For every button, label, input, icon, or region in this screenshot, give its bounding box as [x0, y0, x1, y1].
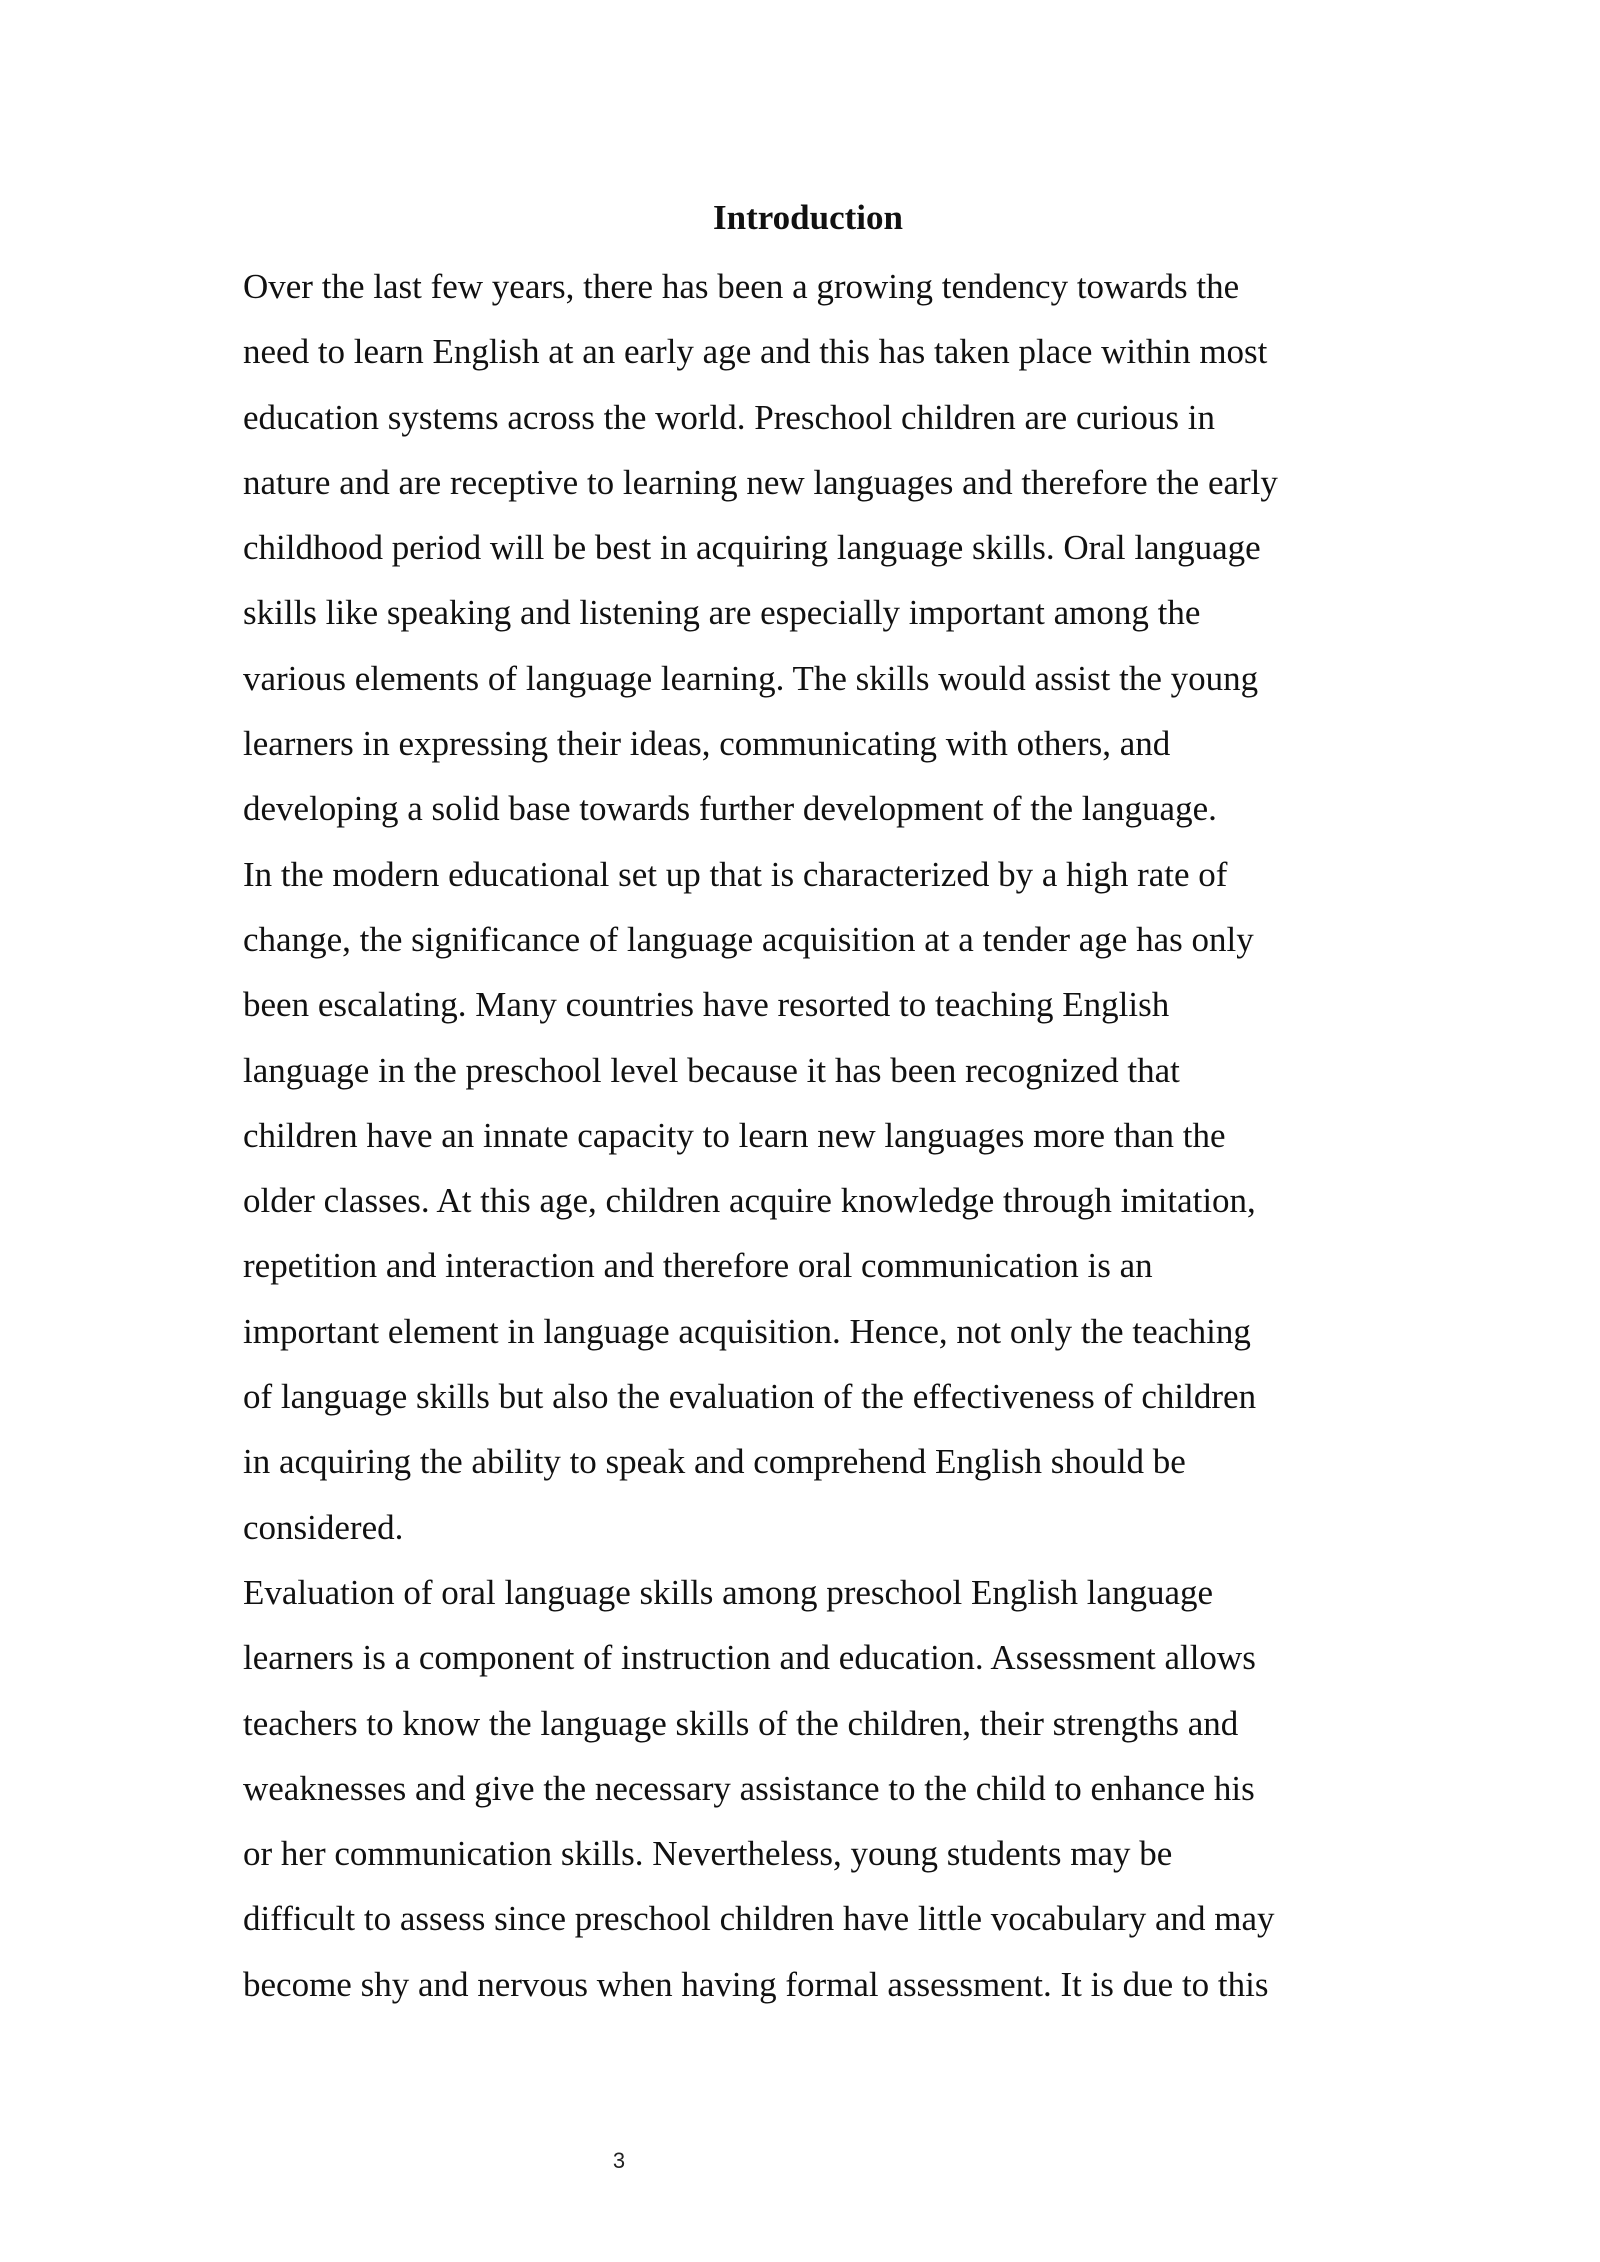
text-line: repetition and interaction and therefore oral communication is an [243, 1246, 1153, 1286]
text-line: difficult to assess since preschool children have little vocabulary and may [243, 1899, 1275, 1939]
text-line: considered. [243, 1507, 404, 1547]
section-heading: Introduction [713, 198, 903, 237]
text-line: developing a solid base towards further development of the language. [243, 789, 1217, 829]
text-line: skills like speaking and listening are especially important among the [243, 593, 1201, 633]
text-line: older classes. At this age, children acquire knowledge through imitation, [243, 1181, 1256, 1221]
text-line: Over the last few years, there has been a growing tendency towards the [243, 267, 1240, 306]
text-line: in acquiring the ability to speak and comprehend English should be [243, 1442, 1186, 1482]
text-line: teachers to know the language skills of the children, their strengths and [243, 1703, 1239, 1743]
text-line: childhood period will be best in acquiring language skills. Oral language [243, 528, 1261, 568]
text-line: been escalating. Many countries have resorted to teaching English [243, 985, 1170, 1025]
text-line: learners is a component of instruction and education. Assessment allows [243, 1638, 1256, 1678]
text-line: change, the significance of language acquisition at a tender age has only [243, 919, 1254, 959]
text-line: Evaluation of oral language skills among preschool English language [243, 1572, 1214, 1612]
text-line: or her communication skills. Nevertheless, young students may be [243, 1834, 1173, 1874]
text-line: important element in language acquisition. Hence, not only the teaching [243, 1311, 1251, 1351]
text-line: weaknesses and give the necessary assistance to the child to enhance his [243, 1768, 1255, 1808]
text-line: education systems across the world. Preschool children are curious in [243, 397, 1215, 437]
text-line: nature and are receptive to learning new languages and therefore the early [243, 462, 1278, 502]
page-number: 3 [612, 2148, 626, 2173]
text-line: various elements of language learning. The skills would assist the young [243, 658, 1259, 698]
text-line: language in the preschool level because it has been recognized that [243, 1050, 1180, 1090]
paragraph-2 [243, 842, 1373, 1560]
text-line: need to learn English at an early age and this has taken place within most [243, 332, 1268, 372]
text-line: In the modern educational set up that is characterized by a high rate of [243, 854, 1228, 894]
paragraph-3 [243, 1560, 1373, 2017]
text-line: of language skills but also the evaluation of the effectiveness of children [243, 1377, 1257, 1417]
document-body [243, 190, 1373, 2017]
paragraph-1 [243, 254, 1373, 842]
text-line: children have an innate capacity to learn new languages more than the [243, 1115, 1226, 1155]
text-line: become shy and nervous when having formal assessment. It is due to this [243, 1964, 1269, 2004]
text-line: learners in expressing their ideas, communicating with others, and [243, 724, 1171, 764]
